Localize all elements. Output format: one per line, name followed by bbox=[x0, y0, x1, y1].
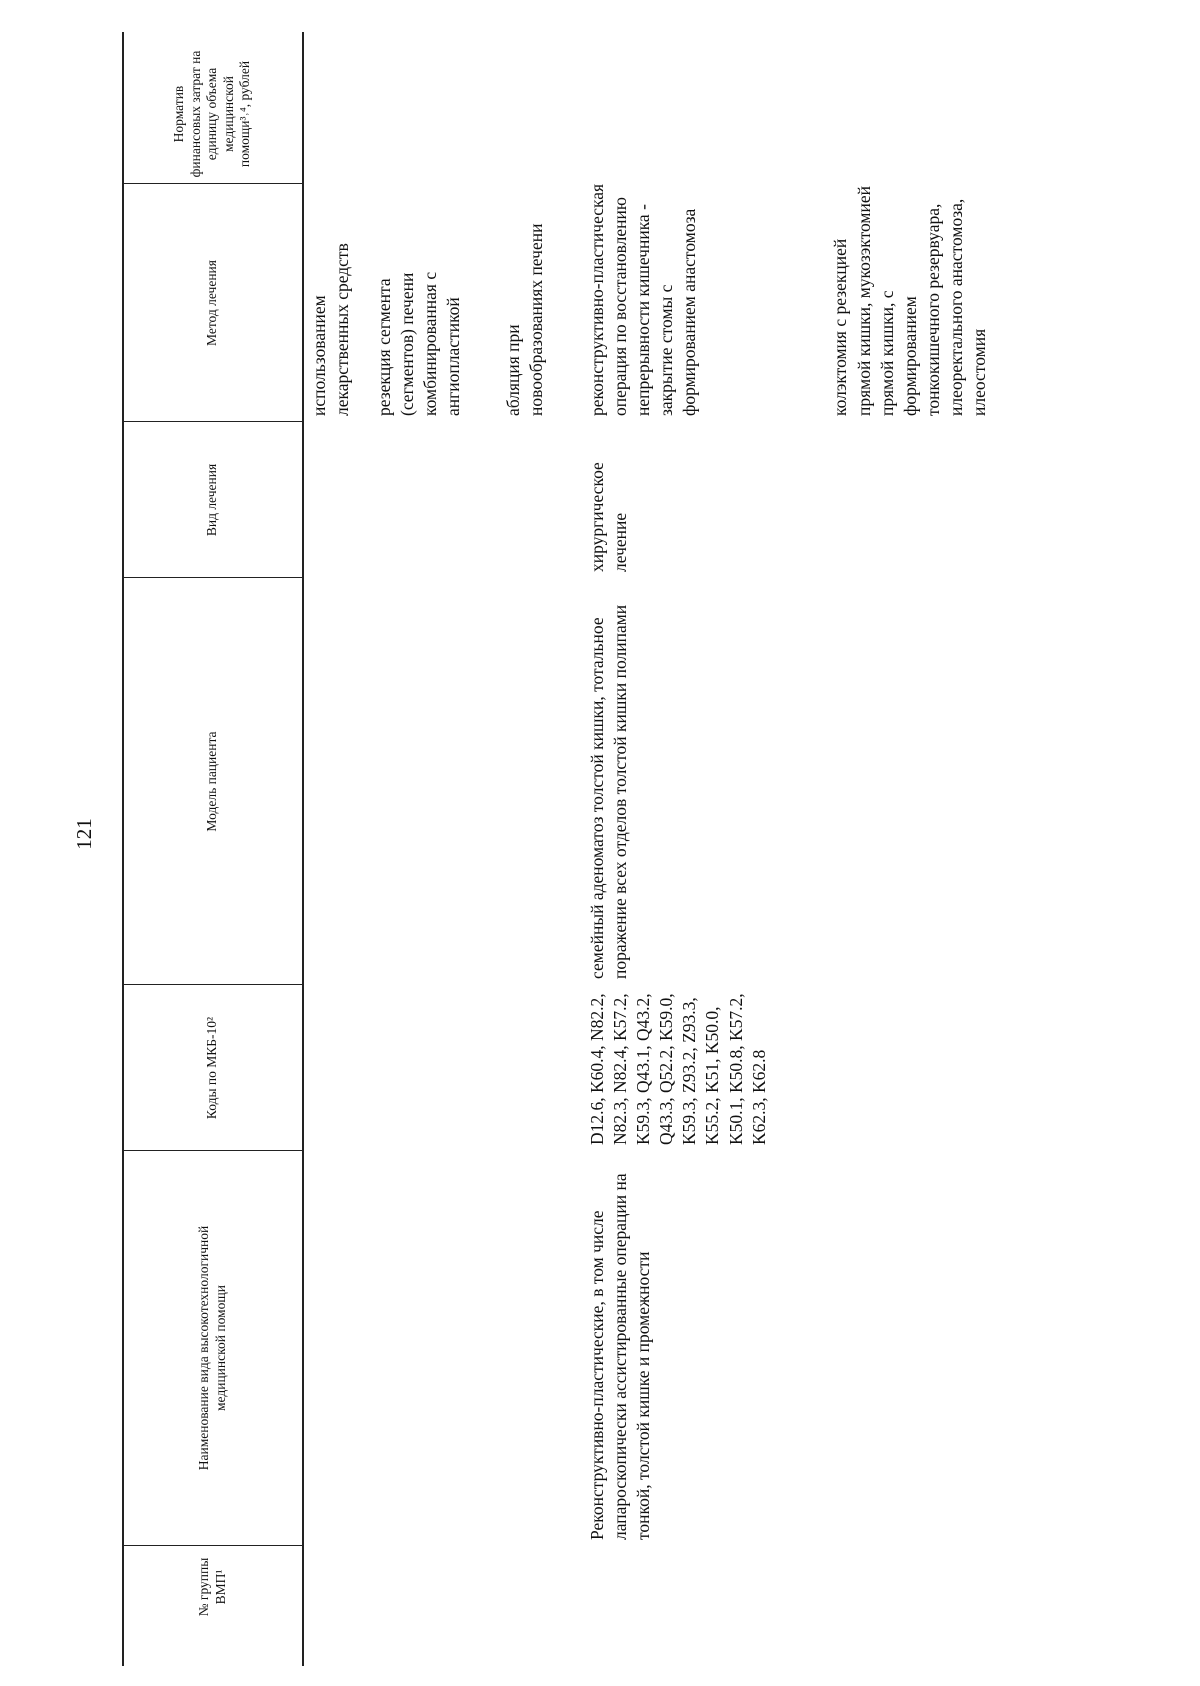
row-methods bbox=[586, 180, 991, 416]
header-model: Модель пациента bbox=[204, 731, 220, 832]
header-bottom-rule bbox=[302, 32, 304, 1666]
row-name: Реконструктивно-пластические, в том числе лапароскопически ассистированные операции на тонкой, толстой кишке и промежности bbox=[587, 1173, 654, 1540]
header-codes: Коды по МКБ-10² bbox=[204, 1016, 220, 1120]
column-divider bbox=[122, 984, 303, 985]
column-divider bbox=[122, 183, 303, 184]
table-top-rule bbox=[122, 32, 124, 1666]
page-number: 121 bbox=[72, 818, 96, 850]
column-divider bbox=[122, 1545, 303, 1546]
row-treatment-type: хирургическое лечение bbox=[587, 462, 631, 572]
header-group-no: № группы ВМП¹ bbox=[196, 1557, 228, 1617]
method-item: абляция при новообразованиях печени bbox=[502, 223, 546, 416]
method-item: резекция сегмента (сегментов) печени комбинированная с ангиопластикой bbox=[374, 271, 464, 416]
column-divider bbox=[122, 1150, 303, 1151]
header-norm: Норматив финансовых затрат на единицу объема медицинской помощи³˒⁴, рублей bbox=[171, 50, 253, 178]
column-divider bbox=[122, 577, 303, 578]
header-method: Метод лечения bbox=[204, 260, 220, 346]
row-codes: D12.6, K60.4, N82.2, N82.3, N82.4, K57.2, K59.3, Q43.1, Q43.2, Q43.3, Q52.2, K59.0, K59.3, Z93.2, Z93.3, K55.2, K51, K50.0, K50.1, K50.8, K57.2, K62.3, K62.8 bbox=[587, 993, 769, 1145]
header-type: Вид лечения bbox=[204, 463, 220, 537]
method-item: реконструктивно-пластическая операция по восстановлению непрерывности кишечника - закрытие стомы с формированием анастомоза bbox=[587, 183, 700, 416]
row-model: семейный аденоматоз толстой кишки, тотальное поражение всех отделов толстой кишки полипами bbox=[587, 604, 631, 979]
continued-methods bbox=[308, 36, 548, 416]
column-divider bbox=[122, 421, 303, 422]
header-name: Наименование вида высокотехнологичной медицинской помощи bbox=[196, 1225, 228, 1471]
method-item: колэктомия с резекцией прямой кишки, мукозэктомией прямой кишки, с формированием тонкокишечного резервуара, илеоректального анастомоза, илеостомия bbox=[830, 186, 990, 416]
method-item: использованием лекарственных средств bbox=[309, 243, 353, 416]
